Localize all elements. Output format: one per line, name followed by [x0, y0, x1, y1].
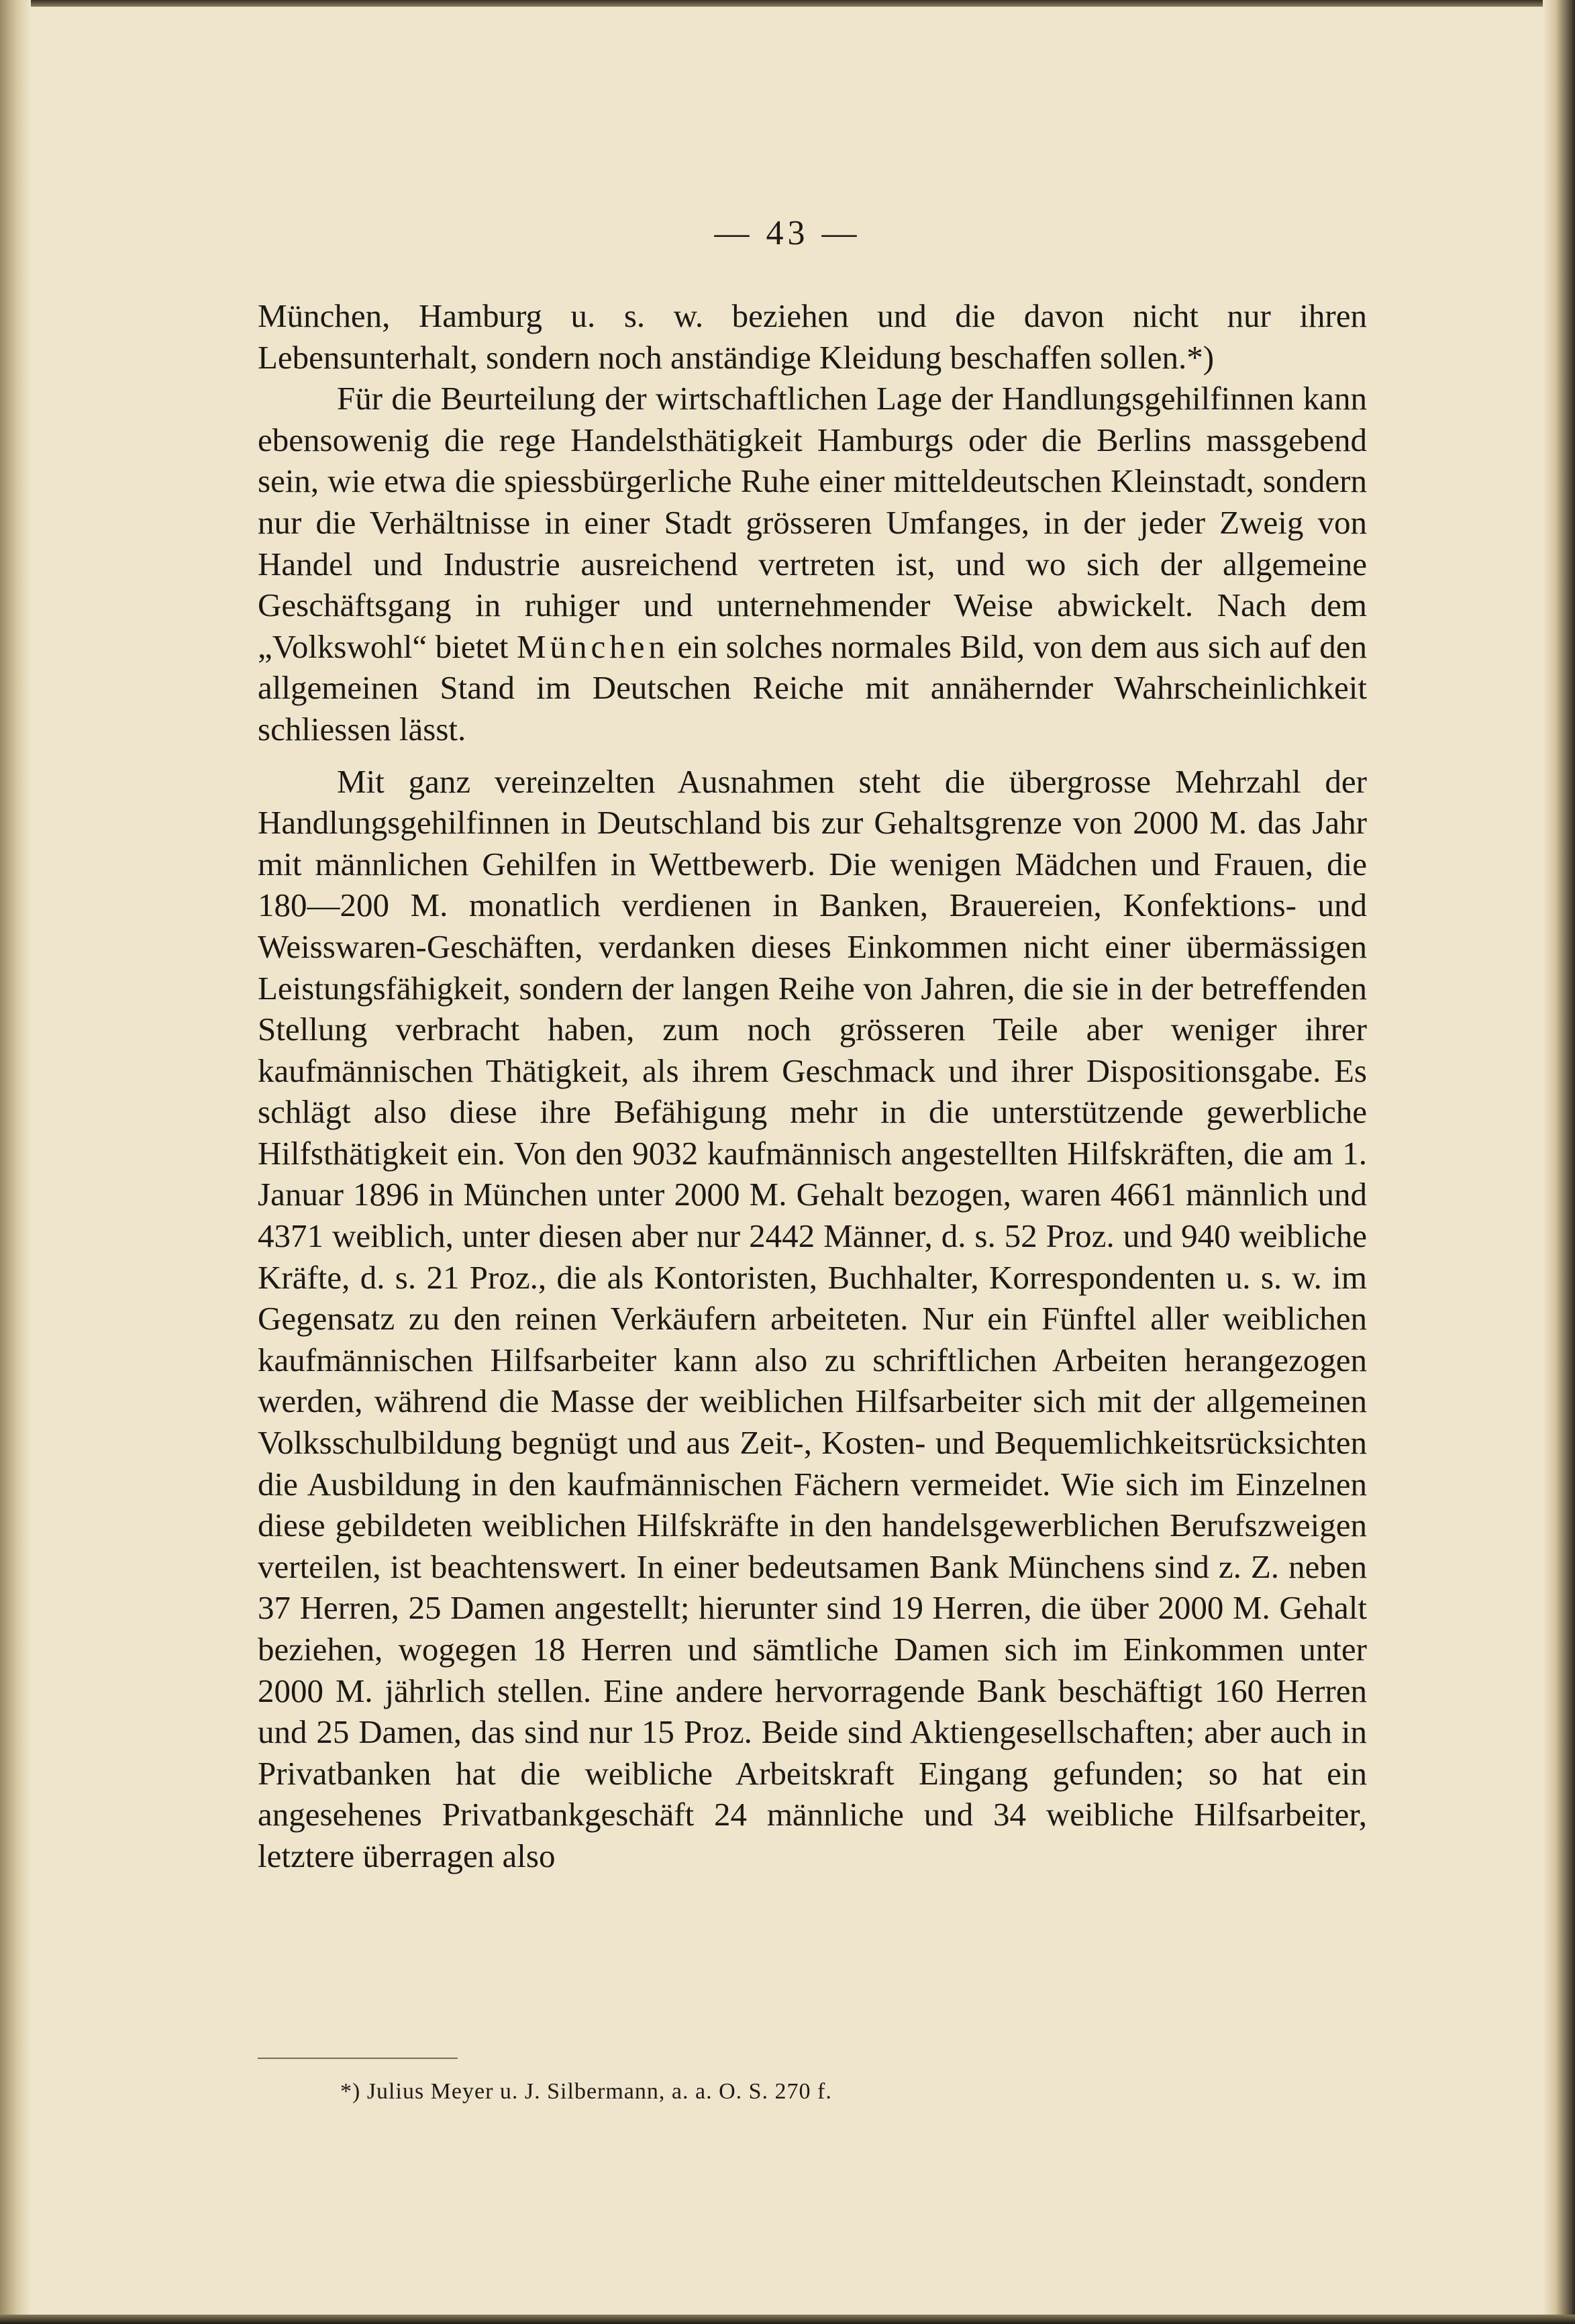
- page-bottom-edge: [0, 2315, 1575, 2324]
- page-number: — 43 —: [714, 214, 861, 252]
- page-gutter-left: [0, 0, 31, 2324]
- page-top-edge: [0, 0, 1575, 7]
- paragraph-continuation: München, Hamburg u. s. w. beziehen und die davon nicht nur ihren Lebensunterhalt, sondern noch anständige Kleidung beschaffen sollen.*): [258, 297, 1367, 376]
- page-edge-right: [1543, 0, 1575, 2324]
- paragraph-ausnahmen: Mit ganz vereinzelten Ausnahmen steht die übergrosse Mehrzahl der Handlungsgehilfinnen in Deutschland bis zur Gehaltsgrenze von 2000 M. das Jahr mit männlichen Gehilfen in Wettbewerb. Die wenigen Mädchen und Frauen, die 180—200 M. monatlich verdienen in Banken, Brauereien, Konfektions- und Weisswaren-Geschäften, verdanken dieses Einkommen nicht einer übermässigen Leistungsfähigkeit, sondern der langen Reihe von Jahren, die sie in der betreffenden Stellung verbracht haben, zum noch grösseren Teile aber weniger ihrer kaufmännischen Thätigkeit, als ihrem Geschmack und ihrer Dispositionsgabe. Es schlägt also diese ihre Befähigung mehr in die unterstützende gewerbliche Hilfsthätigkeit ein. Von den 9032 kaufmännisch angestellten Hilfskräften, die am 1. Januar 1896 in München unter 2000 M. Gehalt bezogen, waren 4661 männlich und 4371 weiblich, unter diesen aber nur 2442 Männer, d. s. 52 Proz. und 940 weibliche Kräfte, d. s. 21 Proz., die als Kontoristen, Buchhalter, Korrespondenten u. s. w. im Gegensatz zu den reinen Verkäufern arbeiteten. Nur ein Fünftel aller weiblichen kaufmännischen Hilfsarbeiter kann also zu schriftlichen Arbeiten herangezogen werden, während die Masse der weiblichen Hilfsarbeiter sich mit der allgemeinen Volksschulbildung begnügt und aus Zeit-, Kosten- und Bequemlichkeitsrücksichten die Ausbildung in den kaufmännischen Fächern vermeidet. Wie sich im Einzelnen diese gebildeten weiblichen Hilfskräfte in den handelsgewerblichen Berufszweigen verteilen, ist beachtenswert. In einer bedeutsamen Bank Münchens sind z. Z. neben 37 Herren, 25 Damen angestellt; hierunter sind 19 Herren, die über 2000 M. Gehalt beziehen, wogegen 18 Herren und sämtliche Damen sich im Einkommen unter 2000 M. jährlich stellen. Eine andere hervorragende Bank beschäftigt 160 Herren und 25 Damen, das sind nur 15 Proz. Beide sind Aktiengesellschaften; aber auch in Privatbanken hat die weibliche Arbeitskraft Eingang gefunden; so hat ein angesehenes Privatbankgeschäft 24 männliche und 34 weibliche Hilfsarbeiter, letztere überragen also: [258, 762, 1367, 1874]
- paragraph-beurteilung: [258, 378, 1367, 750]
- emphasis-muenchen: München: [516, 627, 670, 665]
- footnote-rule: [258, 2058, 458, 2059]
- paragraph-beurteilung-end: ein solches normales Bild, von dem aus sich auf den allgemeinen Stand im Deutschen Reiche mit annähernder Wahrscheinlichkeit schliessen lässt.: [258, 627, 1368, 748]
- footnote: *) Julius Meyer u. J. Silbermann, a. a. O. S. 270 f.: [340, 2079, 832, 2104]
- body-text: [258, 295, 1367, 1877]
- paragraph-beurteilung-text: Für die Beurteilung der wirtschaftlichen Lage der Handlungsgehilfinnen kann ebensowenig die rege Handelsthätigkeit Hamburgs oder die Berlins massgebend sein, wie etwa die spiessbürgerliche Ruhe einer mitteldeutschen Kleinstadt, sondern nur die Verhältnisse in einer Stadt grösseren Umfanges, in der jeder Zweig von Handel und Industrie ausreichend vertreten ist, und wo sich der allgemeine Geschäftsgang in ruhiger und unternehmender Weise abwickelt. Nach dem „Volkswohl“ bietet: [258, 380, 1367, 665]
